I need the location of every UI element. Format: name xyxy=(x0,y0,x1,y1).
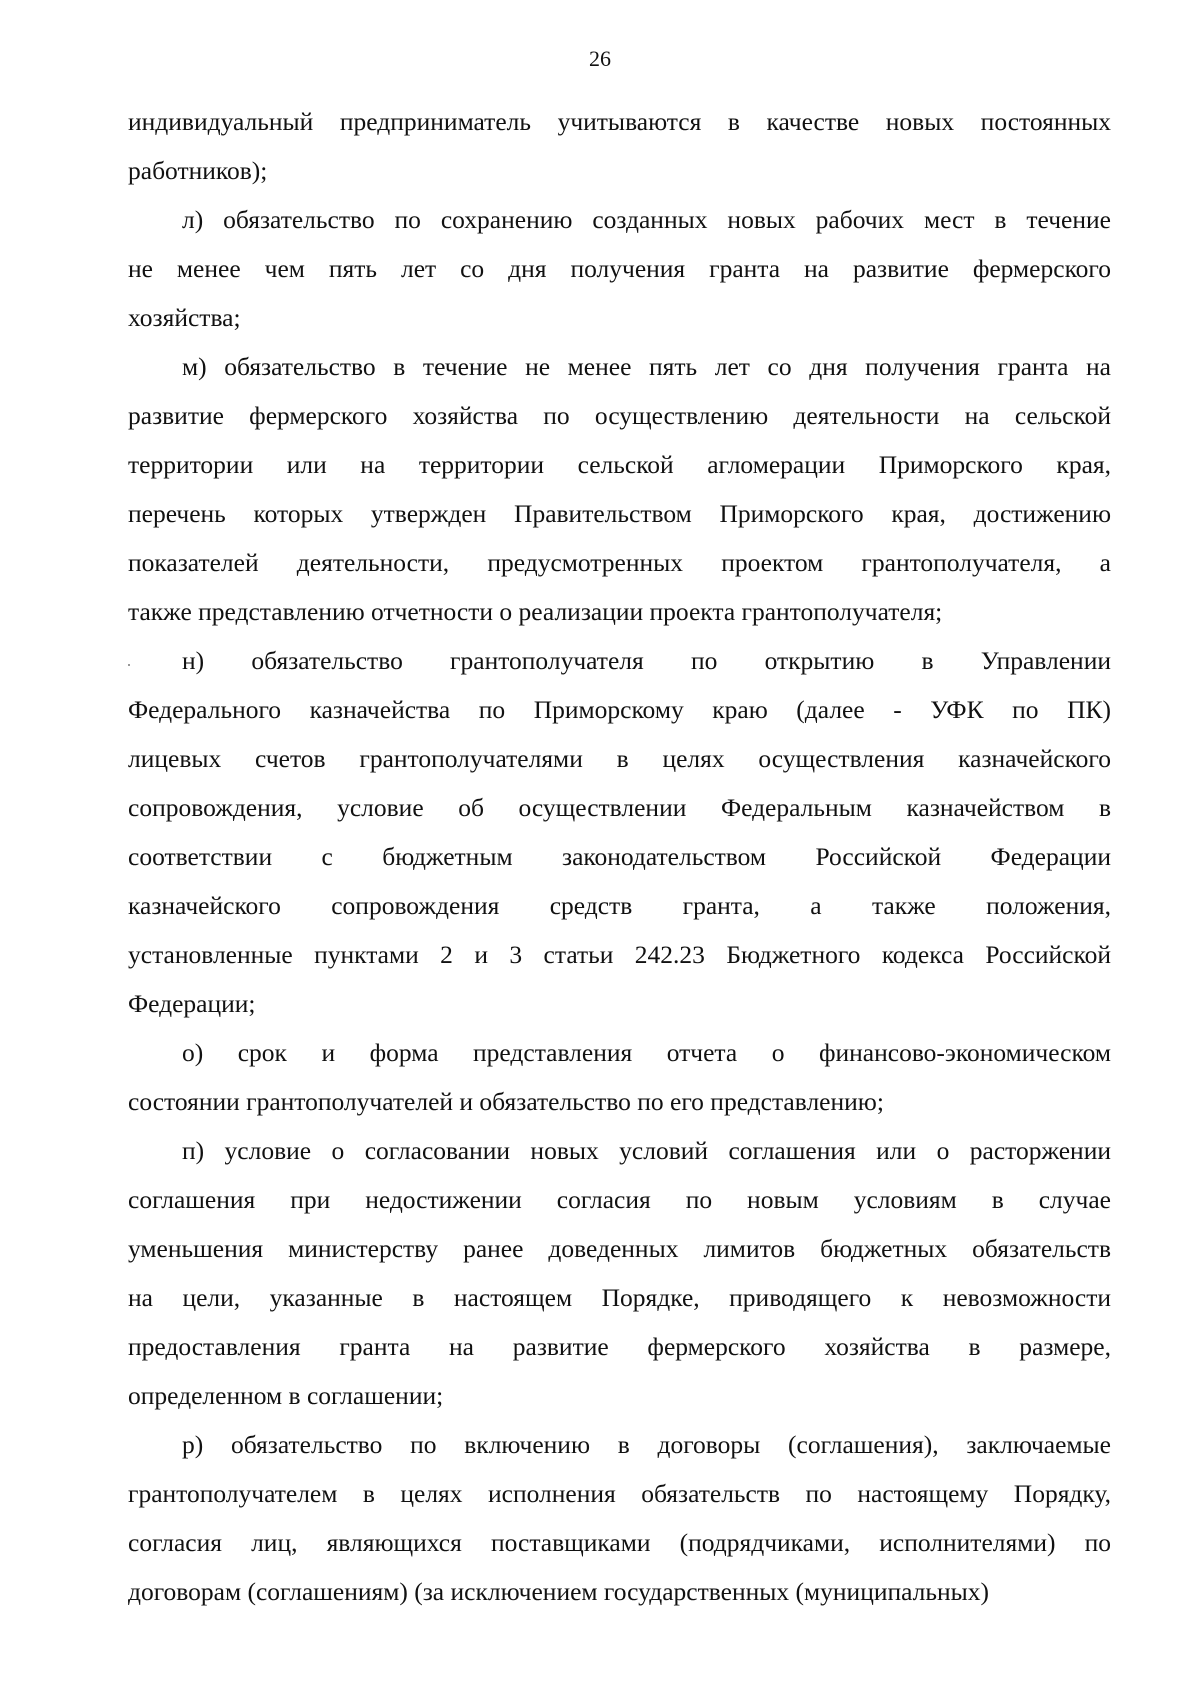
text-line: на цели, указанные в настоящем Порядке, приводящего к невозможности xyxy=(128,1283,1111,1312)
text-line: соответствии с бюджетным законодательством Российской Федерации xyxy=(128,842,1111,871)
text-line: территории или на территории сельской агломерации Приморского края, xyxy=(128,450,1111,479)
text-line: хозяйства; xyxy=(128,303,241,332)
text-line: состоянии грантополучателей и обязательство по его представлению; xyxy=(128,1087,884,1116)
text-line: определенном в соглашении; xyxy=(128,1381,444,1410)
text-line: договорам (соглашениям) (за исключением государственных (муниципальных) xyxy=(128,1577,990,1606)
text-line: м) обязательство в течение не менее пять лет со дня получения гранта на xyxy=(182,352,1111,381)
text-line: предоставления гранта на развитие фермерского хозяйства в размере, xyxy=(128,1332,1111,1361)
text-line: р) обязательство по включению в договоры (соглашения), заключаемые xyxy=(182,1430,1111,1459)
text-line: индивидуальный предприниматель учитываются в качестве новых постоянных xyxy=(128,107,1111,136)
text-line: о) срок и форма представления отчета о финансово-экономическом xyxy=(182,1038,1111,1067)
text-line: соглашения при недостижении согласия по новым условиям в случае xyxy=(128,1185,1111,1214)
paragraph-o xyxy=(128,1028,1111,1126)
document-body xyxy=(128,97,1111,1616)
text-line: развитие фермерского хозяйства по осуществлению деятельности на сельской xyxy=(128,401,1111,430)
text-line: также представлению отчетности о реализации проекта грантополучателя; xyxy=(128,597,943,626)
text-line: казначейского сопровождения средств гранта, а также положения, xyxy=(128,891,1111,920)
text-line: Федерального казначейства по Приморскому краю (далее - УФК по ПК) xyxy=(128,695,1111,724)
text-line: п) условие о согласовании новых условий соглашения или о расторжении xyxy=(182,1136,1111,1165)
text-line: л) обязательство по сохранению созданных новых рабочих мест в течение xyxy=(182,205,1111,234)
text-line: показателей деятельности, предусмотренных проектом грантополучателя, а xyxy=(128,548,1111,577)
page-number: 26 xyxy=(589,46,611,71)
paragraph-p xyxy=(128,1126,1111,1420)
text-line: согласия лиц, являющихся поставщиками (подрядчиками, исполнителями) по xyxy=(128,1528,1111,1557)
text-line: грантополучателем в целях исполнения обязательств по настоящему Порядку, xyxy=(128,1479,1111,1508)
text-line: перечень которых утвержден Правительством Приморского края, достижению xyxy=(128,499,1111,528)
text-line: лицевых счетов грантополучателями в целях осуществления казначейского xyxy=(128,744,1111,773)
paragraph-r xyxy=(128,1420,1111,1616)
text-line: не менее чем пять лет со дня получения гранта на развитие фермерского xyxy=(128,254,1111,283)
text-line: работников); xyxy=(128,156,268,185)
paragraph-l xyxy=(128,195,1111,342)
text-line: сопровождения, условие об осуществлении Федеральным казначейством в xyxy=(128,793,1111,822)
paragraph-cont xyxy=(128,97,1111,195)
text-line: установленные пунктами 2 и 3 статьи 242.23 Бюджетного кодекса Российской xyxy=(128,940,1111,969)
text-line: уменьшения министерству ранее доведенных лимитов бюджетных обязательств xyxy=(128,1234,1111,1263)
paragraph-m xyxy=(128,342,1111,636)
paragraph-n xyxy=(128,636,1111,1028)
text-line: н) обязательство грантополучателя по открытию в Управлении xyxy=(182,646,1111,675)
text-line: Федерации; xyxy=(128,989,256,1018)
